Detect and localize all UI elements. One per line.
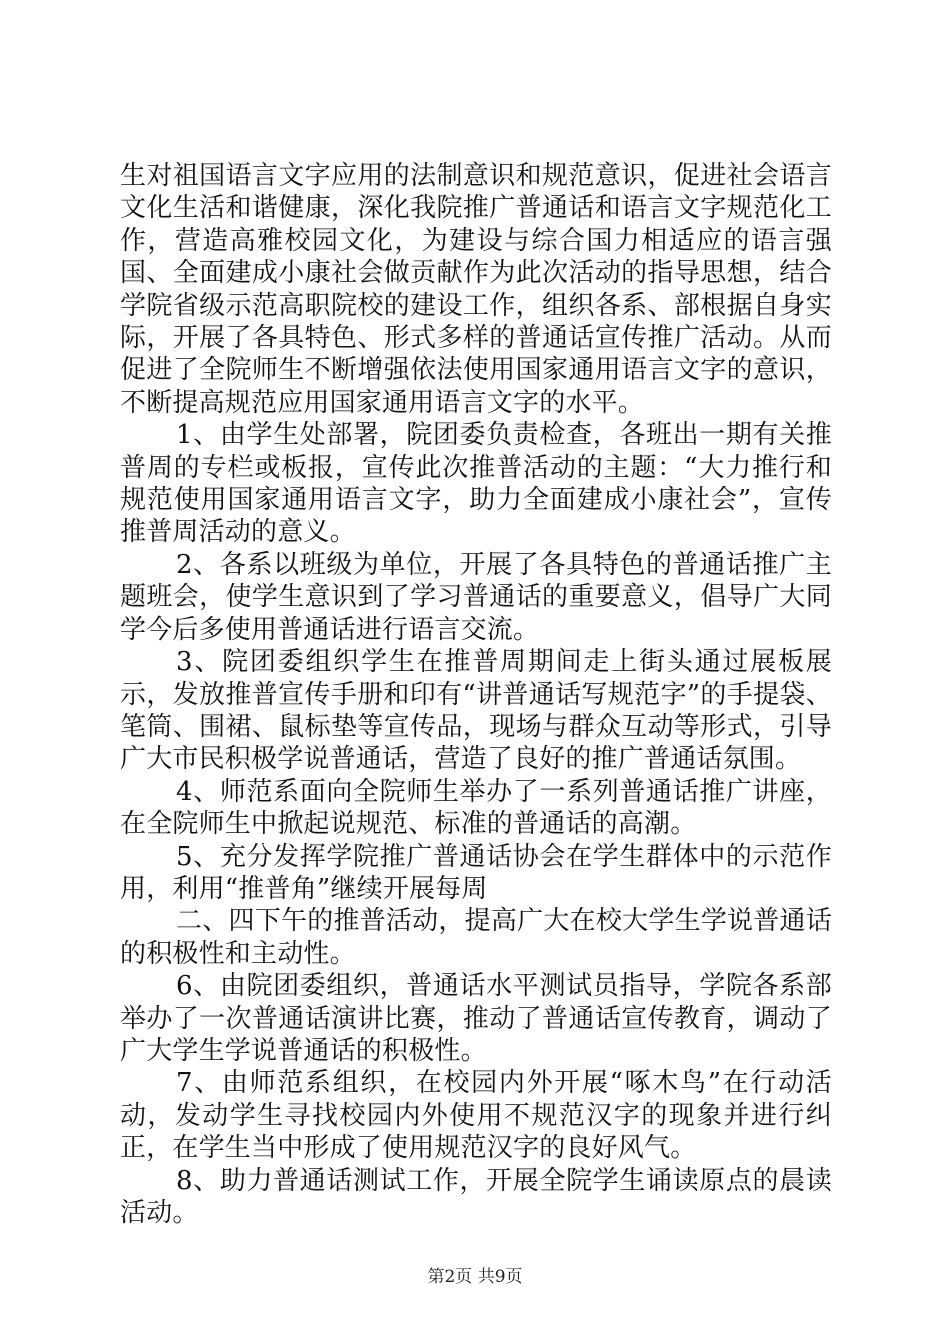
paragraph-item-4: 4、师范系面向全院师生举办了一系列普通话推广讲座，在全院师生中掀起说规范、标准的普通话的高潮。 bbox=[120, 776, 832, 840]
paragraph-item-7: 7、由师范系组织，在校园内外开展“啄木鸟”在行动活动，发动学生寻找校园内外使用不规范汉字的现象并进行纠正，在学生当中形成了使用规范汉字的良好风气。 bbox=[120, 1068, 832, 1164]
paragraph-item-6: 6、由院团委组织，普通话水平测试员指导，学院各系部举办了一次普通话演讲比赛，推动了普通话宣传教育，调动了广大学生学说普通话的积极性。 bbox=[120, 971, 832, 1066]
document-body bbox=[120, 160, 832, 1229]
paragraph-item-1: 1、由学生处部署，院团委负责检查，各班出一期有关推普周的专栏或板报，宣传此次推普活动的主题：“大力推行和规范使用国家通用语言文字，助力全面建成小康社会”，宣传推普周活动的意义。 bbox=[120, 420, 832, 548]
paragraph-item-2: 2、各系以班级为单位，开展了各具特色的普通话推广主题班会，使学生意识到了学习普通话的重要意义，倡导广大同学今后多使用普通话进行语言交流。 bbox=[120, 549, 832, 645]
paragraph-intro: 生对祖国语言文字应用的法制意识和规范意识，促进社会语言文化生活和谐健康，深化我院推广普通话和语言文字规范化工作，营造高雅校园文化，为建设与综合国力相适应的语言强国、全面建成小康社会做贡献作为此次活动的指导思想，结合学院省级示范高职院校的建设工作，组织各系、部根据自身实际，开展了各具特色、形式多样的普通话宣传推广活动。从而促进了全院师生不断增强依法使用国家通用语言文字的意识，不断提高规范应用国家通用语言文字的水平。 bbox=[120, 161, 832, 418]
paragraph-item-5: 5、充分发挥学院推广普通话协会在学生群体中的示范作用，利用“推普角”继续开展每周 bbox=[120, 841, 832, 904]
page-number-footer: 第2页 共9页 bbox=[427, 1267, 523, 1287]
paragraph-item-8: 8、助力普通话测试工作，开展全院学生诵读原点的晨读活动。 bbox=[120, 1165, 832, 1228]
paragraph-item-5-continued: 二、四下午的推普活动，提高广大在校大学生学说普通话的积极性和主动性。 bbox=[120, 906, 832, 969]
paragraph-item-3: 3、院团委组织学生在推普周期间走上街头通过展板展示，发放推普宣传手册和印有“讲普通话写规范字”的手提袋、笔筒、围裙、鼠标垫等宣传品，现场与群众互动等形式，引导广大市民积极学说普通话，营造了良好的推广普通话氛围。 bbox=[120, 647, 832, 775]
